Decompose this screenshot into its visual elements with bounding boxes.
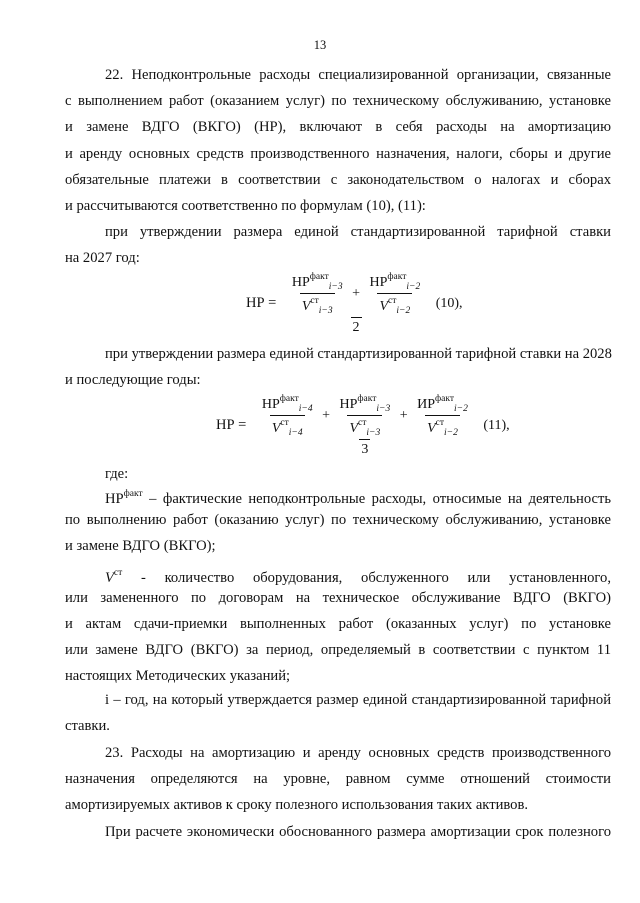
- formula-10-denominator: 2: [351, 317, 362, 336]
- where-label: где:: [105, 466, 129, 482]
- def-v-line-1: $V^{ст}$ - количество оборудования, обслуженного или установленного,: [105, 568, 611, 586]
- formula-11-fraction: $\frac{НР^{факт}_{i-4}}{V^{ст}_{i-4}}$ + $\frac{НР^{факт}_{i-3}}{V^{ст}_{i-3}}$ + $\frac{ИР^{факт}_{i-2}}{V^{ст}_{i-2}}$ 3: [250, 394, 480, 458]
- def-hr-line-1: $НР^{факт}$ – фактические неподконтрольные расходы, относимые на деятельность: [105, 489, 611, 507]
- formula-10-fraction: $\frac{НР^{факт}_{i-3}}{V^{ст}_{i-3}}$ + $\frac{НР^{факт}_{i-2}}{V^{ст}_{i-2}}$ 2: [280, 272, 432, 336]
- def-v-line-3: и актам сдачи-приемки выполненных работ (оказанных услуг) по установке: [65, 616, 611, 632]
- p23-line-3: амортизируемых активов к сроку полезного использования таких активов.: [65, 797, 529, 813]
- page-number: 13: [313, 38, 327, 52]
- def-v-line-4: или замене ВДГО (ВКГО) за период, определяемый в соответствии с пунктом 11: [65, 642, 611, 658]
- p23-line-2: назначения определяются на уровне, равном сумме отношений стоимости: [65, 771, 611, 787]
- p22-line-4: и аренду основных средств производственного назначения, налоги, сборы и другие: [65, 146, 611, 162]
- def-i-line-2: ставки.: [65, 718, 110, 734]
- def-hr-line-3: и замене ВДГО (ВКГО);: [65, 538, 216, 554]
- def-hr-line-2: по выполнению работ (оказанию услуг) по техническому обслуживанию, установке: [65, 512, 611, 528]
- year-2028-line-2: и последующие годы:: [65, 372, 201, 388]
- def-v-line-2: или замененного по договорам на техническое обслуживание ВДГО (ВКГО): [65, 590, 611, 606]
- def-i-line-1: i – год, на который утверждается размер единой стандартизированной тарифной: [105, 692, 611, 708]
- p22-line-1: 22. Неподконтрольные расходы специализированной организации, связанные: [105, 67, 611, 83]
- def-v-line-5: настоящих Методических указаний;: [65, 668, 291, 684]
- year-2027-line-1: при утверждении размера единой стандартизированной тарифной ставки: [105, 224, 611, 240]
- def-v-symbol: $V^{ст}$: [105, 568, 123, 586]
- formula-10-term-1: $\frac{НР^{факт}_{i-3}}{V^{ст}_{i-3}}$: [291, 272, 343, 316]
- formula-11-denominator: 3: [359, 439, 370, 458]
- formula-10-label: (10),: [435, 296, 463, 312]
- formula-10: [246, 272, 463, 336]
- formula-11: [216, 394, 510, 458]
- p22-line-5: обязательные платежи в соответствии с законодательством о налогах и сборах: [65, 172, 611, 188]
- p22-line-2: с выполнением работ (оказанием услуг) по техническому обслуживанию, установке: [65, 93, 611, 109]
- year-2027-line-2: на 2027 год:: [65, 250, 140, 266]
- formula-10-term-2: $\frac{НР^{факт}_{i-2}}{V^{ст}_{i-2}}$: [369, 272, 421, 316]
- p23-line-1: 23. Расходы на амортизацию и аренду основных средств производственного: [105, 745, 611, 761]
- formula-10-lhs: НР =: [246, 295, 277, 312]
- p22-line-6: и рассчитываются соответственно по формулам (10), (11):: [65, 198, 426, 214]
- last-line: При расчете экономически обоснованного размера амортизации срок полезного: [105, 824, 611, 840]
- year-2028-line-1: при утверждении размера единой стандартизированной тарифной ставки на 2028: [105, 346, 612, 362]
- def-hr-symbol: $НР^{факт}$: [105, 489, 143, 507]
- formula-11-label: (11),: [483, 418, 510, 434]
- formula-11-term-1: $\frac{НР^{факт}_{i-4}}{V^{ст}_{i-4}}$: [261, 394, 313, 438]
- p22-line-3: и замене ВДГО (ВКГО) (НР), включают в себя расходы на амортизацию: [65, 119, 611, 135]
- formula-11-term-3: $\frac{ИР^{факт}_{i-2}}{V^{ст}_{i-2}}$: [417, 394, 468, 438]
- formula-11-term-2: $\frac{НР^{факт}_{i-3}}{V^{ст}_{i-3}}$: [339, 394, 391, 438]
- formula-11-lhs: НР =: [216, 417, 247, 434]
